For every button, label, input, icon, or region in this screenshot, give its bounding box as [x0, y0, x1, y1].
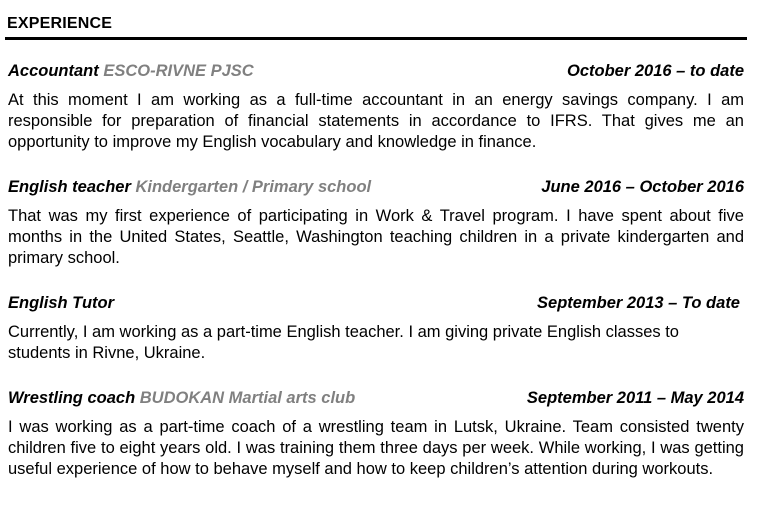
employment-dates: September 2013 – To date [537, 294, 740, 312]
entry-header [8, 178, 744, 202]
employment-dates: June 2016 – October 2016 [541, 178, 744, 196]
job-description: At this moment I am working as a full-time accountant in an energy savings company. I am responsible for preparation of financial statements in accordance to IFRS. That gives me an opportunity to improve my English vocabulary and knowledge in finance. [8, 91, 744, 151]
job-description: That was my first experience of participating in Work & Travel program. I have spent about five months in the United States, Seattle, Washington teaching children in a private kindergarten and primary school. [8, 207, 744, 267]
section-title: EXPERIENCE [7, 15, 113, 32]
experience-entry-wrestling-coach [8, 389, 744, 480]
organization-name: Kindergarten / Primary school [135, 178, 372, 196]
entry-header [8, 294, 744, 318]
organization-name: BUDOKAN Martial arts club [139, 389, 356, 407]
employment-dates: September 2011 – May 2014 [526, 389, 744, 407]
job-description: I was working as a part-time coach of a wrestling team in Lutsk, Ukraine. Team consisted twenty children five to eight years old. I was training them three days per week. While working, I was getting useful experience of how to behave myself and how to keep children’s attention during workouts. [8, 418, 744, 478]
job-title: English teacher [8, 178, 131, 196]
job-title: Accountant [8, 62, 99, 80]
entry-header [8, 389, 744, 413]
job-title: Wrestling coach [8, 389, 136, 407]
entry-header [8, 62, 744, 86]
employment-dates: October 2016 – to date [567, 62, 744, 80]
experience-entry-accountant [8, 62, 744, 153]
organization-name: ESCO-RIVNE PJSC [103, 62, 254, 80]
section-divider [5, 37, 747, 40]
job-description: Currently, I am working as a part-time English teacher. I am giving private English classes to students in Rivne, Ukraine. [8, 323, 679, 362]
experience-entry-english-tutor [8, 294, 744, 364]
experience-entry-english-teacher [8, 178, 744, 269]
job-title: English Tutor [8, 294, 115, 312]
